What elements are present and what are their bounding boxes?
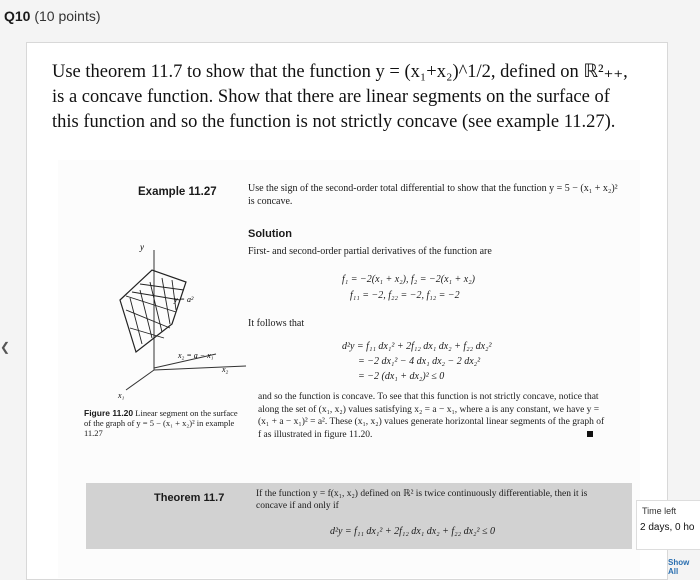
theorem-equation: d²y = f₁₁ dx₁² + 2f₁₂ dx₁ dx₂ + f₂₂ dx₂² ≤ 0 <box>330 526 496 537</box>
axis-label-y: y <box>140 242 144 252</box>
follows-text: It follows that <box>248 318 305 329</box>
time-left-label: Time left <box>642 506 677 516</box>
prompt-line-1: Use theorem 11.7 to show that the function y = (x₁+x₂)^1/2, defined on ℝ²₊₊, <box>52 62 628 82</box>
qed-square-icon <box>587 431 593 437</box>
question-id: Q10 <box>4 8 31 24</box>
solution-heading: Solution <box>248 228 292 240</box>
label-y-equals-a2: y = a² <box>174 295 194 304</box>
equation-result: = −2 (dx₁ + dx₂)² ≤ 0 <box>358 371 445 382</box>
solution-text: First- and second-order partial derivatives of the function are <box>248 246 492 257</box>
figure-caption-text: Linear segment on the surface of the graph of y = 5 − (x₁ + x₂)² in example 11.27 <box>84 408 238 438</box>
concave-surface-figure <box>112 240 252 400</box>
question-points: (10 points) <box>34 8 101 24</box>
question-title <box>4 8 101 24</box>
time-left-value: 2 days, 0 ho <box>640 522 695 533</box>
equation-first-partials: f₁ = −2(x₁ + x₂), f₂ = −2(x₁ + x₂) <box>342 274 475 285</box>
x2-axis-line <box>154 366 246 370</box>
surface-outline <box>120 270 186 352</box>
theorem-text: If the function y = f(x₁, x₂) defined on ℝ² is twice continuously differentiable, then it is concave if and only if <box>256 489 588 511</box>
axis-label-x1: x₁ <box>118 391 125 400</box>
x1-axis-line <box>126 370 154 390</box>
equation-second-partials: f₁₁ = −2, f₂₂ = −2, f₁₂ = −2 <box>350 290 460 301</box>
surface-mesh <box>126 278 184 344</box>
example-text: Use the sign of the second-order total differential to show that the function y = 5 − (x₁ + x₂)² is concave. <box>248 183 618 207</box>
example-label: Example 11.27 <box>138 186 217 198</box>
figure-caption <box>84 408 244 438</box>
left-arrow-icon[interactable]: ❮ <box>0 340 11 354</box>
equation-expanded: = −2 dx₁² − 4 dx₁ dx₂ − 2 dx₂² <box>358 356 481 367</box>
question-prompt <box>52 60 652 135</box>
label-line-x2-a-x1: x₂ = a − x₁ <box>178 351 214 360</box>
example-conclusion: and so the function is concave. To see that this function is not strictly concave, notice that along the set of (x₁, x₂) values satisfying x₂ = a − x₁, where a is any constant, we have y = (x₁ + a − x₁)² = a². These (x₁, x₂) values generate horizontal linear segments of the graph of f as illustrated in figure 11.20. <box>258 392 605 440</box>
figure-caption-label: Figure 11.20 <box>84 408 134 418</box>
show-all-link[interactable]: Show All <box>668 558 690 576</box>
prompt-line-3: this function and so the function is not strictly concave (see example 11.27). <box>52 112 616 132</box>
axis-label-x2: x₂ <box>222 365 229 374</box>
equation-total-differential: d²y = f₁₁ dx₁² + 2f₁₂ dx₁ dx₂ + f₂₂ dx₂² <box>342 341 492 352</box>
theorem-label: Theorem 11.7 <box>154 492 225 504</box>
prompt-line-2: is a concave function. Show that there are linear segments on the surface of <box>52 87 610 107</box>
